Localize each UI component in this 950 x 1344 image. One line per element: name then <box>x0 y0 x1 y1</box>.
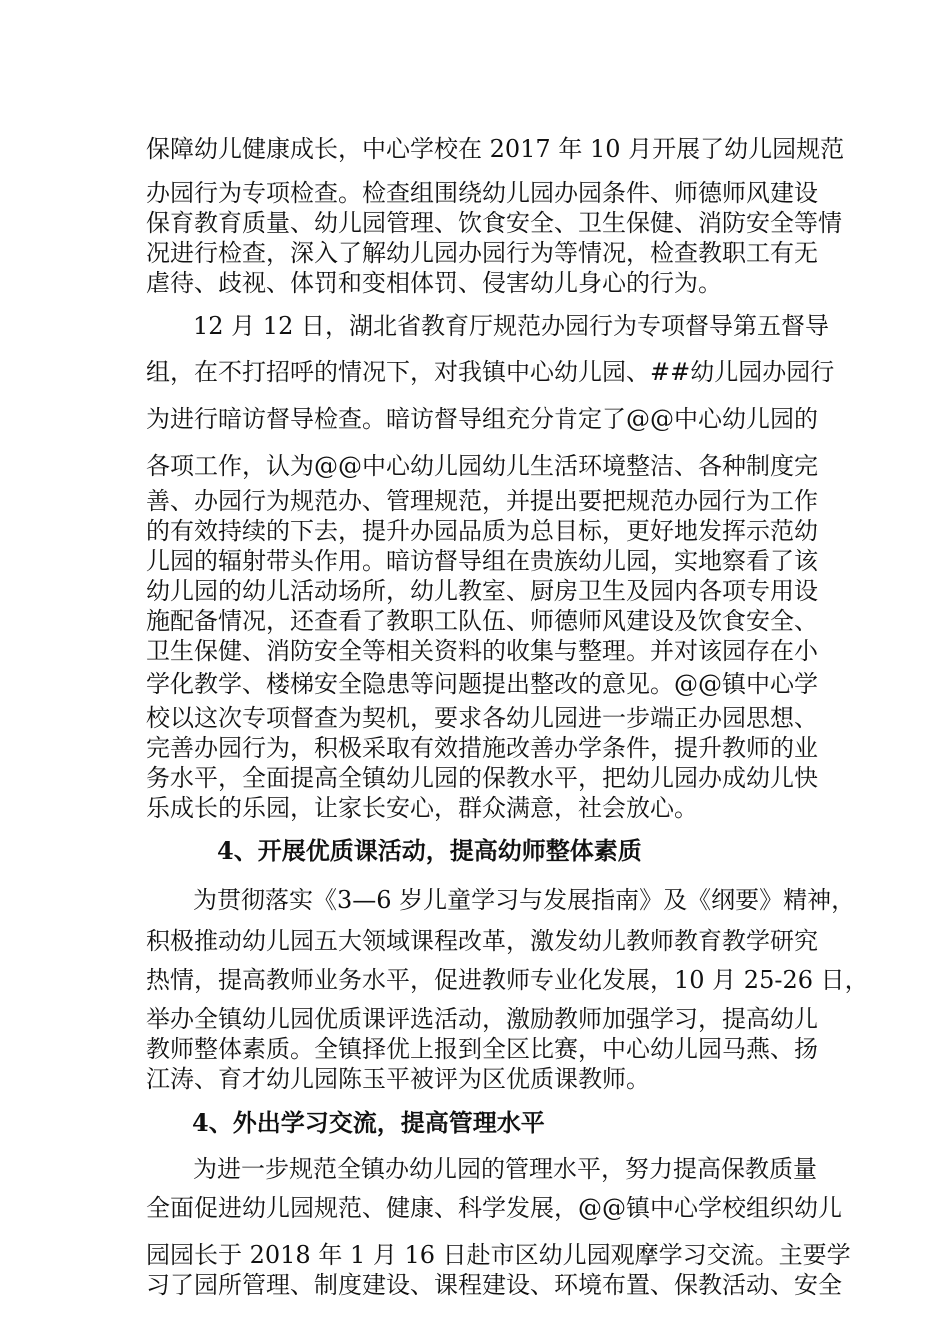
paragraph-line: 教师整体素质。全镇择优上报到全区比赛，中心幼儿园马燕、扬 <box>146 1035 818 1063</box>
paragraph-line: 12 月 12 日，湖北省教育厅规范办园行为专项督导第五督导 <box>193 312 829 340</box>
paragraph-line: 保育教育质量、幼儿园管理、饮食安全、卫生保健、消防安全等情 <box>146 209 842 237</box>
paragraph-line: 热情，提高教师业务水平，促进教师专业化发展，10 月 25-26 日， <box>146 966 869 994</box>
paragraph-line: 习了园所管理、制度建设、课程建设、环境布置、保教活动、安全 <box>146 1271 842 1299</box>
paragraph-line: 施配备情况，还查看了教职工队伍、师德师风建设及饮食安全、 <box>146 607 818 635</box>
paragraph-line: 完善办园行为，积极采取有效措施改善办学条件，提升教师的业 <box>146 734 818 762</box>
paragraph-line: 组，在不打招呼的情况下，对我镇中心幼儿园、##幼儿园办园行 <box>146 358 835 386</box>
paragraph-line: 举办全镇幼儿园优质课评选活动，激励教师加强学习，提高幼儿 <box>146 1005 818 1033</box>
paragraph-line: 为进行暗访督导检查。暗访督导组充分肯定了@@中心幼儿园的 <box>146 405 818 433</box>
paragraph-line: 江涛、育才幼儿园陈玉平被评为区优质课教师。 <box>146 1065 650 1093</box>
paragraph-line: 园园长于 2018 年 1 月 16 日赴市区幼儿园观摩学习交流。主要学 <box>146 1241 851 1269</box>
paragraph-line: 的有效持续的下去，提升办园品质为总目标，更好地发挥示范幼 <box>146 517 818 545</box>
paragraph-line: 全面促进幼儿园规范、健康、科学发展，@@镇中心学校组织幼儿 <box>146 1194 842 1222</box>
paragraph-line: 校以这次专项督查为契机，要求各幼儿园进一步端正办园思想、 <box>146 704 818 732</box>
paragraph-line: 虐待、歧视、体罚和变相体罚、侵害幼儿身心的行为。 <box>146 269 722 297</box>
paragraph-line: 幼儿园的幼儿活动场所，幼儿教室、厨房卫生及园内各项专用设 <box>146 577 818 605</box>
paragraph-line: 卫生保健、消防安全等相关资料的收集与整理。并对该园存在小 <box>146 637 818 665</box>
paragraph-line: 保障幼儿健康成长，中心学校在 2017 年 10 月开展了幼儿园规范 <box>146 135 845 163</box>
paragraph-line: 办园行为专项检查。检查组围绕幼儿园办园条件、师德师风建设 <box>146 179 818 207</box>
paragraph-line: 善、办园行为规范办、管理规范，并提出要把规范办园行为工作 <box>146 487 818 515</box>
paragraph-line: 为贯彻落实《3—6 岁儿童学习与发展指南》及《纲要》精神， <box>193 886 856 914</box>
paragraph-line: 学化教学、楼梯安全隐患等问题提出整改的意见。@@镇中心学 <box>146 670 818 698</box>
paragraph-line: 为进一步规范全镇办幼儿园的管理水平，努力提高保教质量 <box>193 1155 817 1183</box>
section-heading: 4、外出学习交流，提高管理水平 <box>192 1108 545 1137</box>
paragraph-line: 乐成长的乐园，让家长安心，群众满意，社会放心。 <box>146 794 698 822</box>
section-heading: 4、开展优质课活动，提高幼师整体素质 <box>217 836 642 865</box>
paragraph-line: 务水平，全面提高全镇幼儿园的保教水平，把幼儿园办成幼儿快 <box>146 764 818 792</box>
paragraph-line: 儿园的辐射带头作用。暗访督导组在贵族幼儿园，实地察看了该 <box>146 547 818 575</box>
paragraph-line: 各项工作，认为@@中心幼儿园幼儿生活环境整洁、各种制度完 <box>146 452 818 480</box>
paragraph-line: 况进行检查，深入了解幼儿园办园行为等情况，检查教职工有无 <box>146 239 818 267</box>
paragraph-line: 积极推动幼儿园五大领域课程改革，激发幼儿教师教育教学研究 <box>146 927 818 955</box>
